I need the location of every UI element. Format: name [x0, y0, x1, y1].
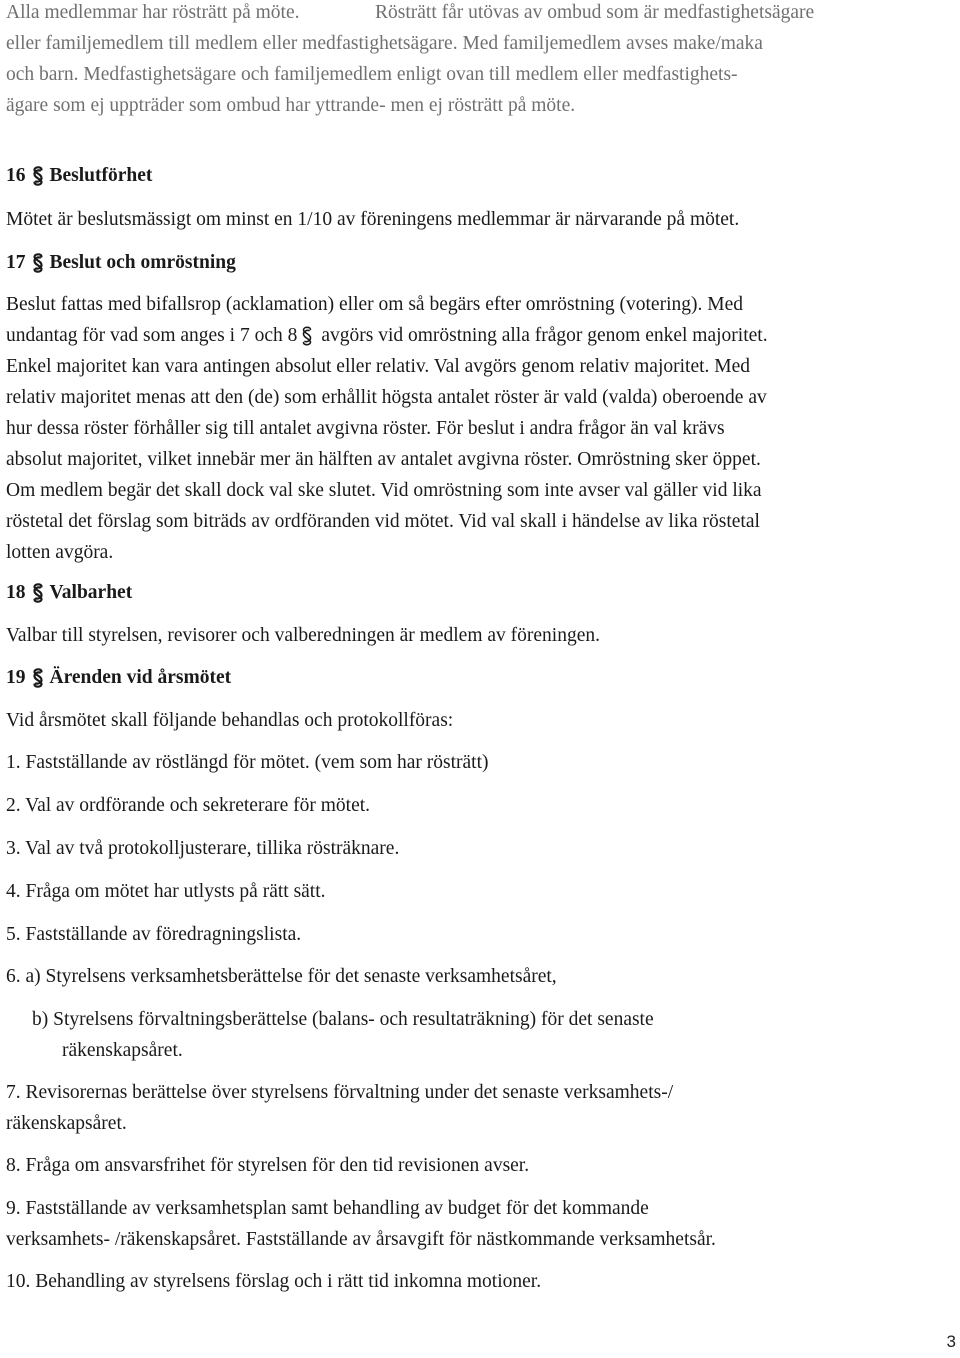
agenda-item-7: 7. Revisorernas berättelse över styrelsens förvaltning under det senaste verksamhets-/ — [6, 1082, 674, 1103]
section-16-heading — [6, 163, 152, 189]
section-number: 19 — [6, 667, 26, 688]
section-number: 18 — [6, 582, 26, 603]
section-17-body-line: absolut majoritet, vilket innebär mer än hälften av antalet avgivna röster. Omröstning sker öppet. — [6, 449, 761, 470]
agenda-item-6b-cont: räkenskapsåret. — [62, 1040, 183, 1061]
section-19-body: Vid årsmötet skall följande behandlas och protokollföras: — [6, 710, 454, 731]
agenda-item-5: 5. Fastställande av föredragningslista. — [6, 924, 302, 945]
agenda-item-4: 4. Fråga om mötet har utlysts på rätt sätt. — [6, 881, 326, 902]
agenda-item-1: 1. Fastställande av röstlängd för mötet. (vem som har rösträtt) — [6, 752, 489, 773]
section-sign-icon — [30, 580, 46, 606]
section-title: Beslut och omröstning — [49, 252, 236, 273]
agenda-item-3: 3. Val av två protokolljusterare, tillika rösträknare. — [6, 838, 400, 859]
section-title: Valbarhet — [49, 582, 133, 603]
agenda-item-8: 8. Fråga om ansvarsfrihet för styrelsen för den tid revisionen avser. — [6, 1155, 530, 1176]
intro-line: och barn. Medfastighetsägare och familjemedlem enligt ovan till medlem eller medfastighets- — [6, 64, 738, 85]
intro-line: Alla medlemmar har rösträtt på möte. — [6, 2, 300, 23]
agenda-item-6a: 6. a) Styrelsens verksamhetsberättelse för det senaste verksamhetsåret, — [6, 966, 557, 987]
agenda-item-9-cont: verksamhets- /räkenskapsåret. Fastställande av årsavgift för nästkommande verksamhetsår. — [6, 1229, 716, 1250]
section-17-body-line: undantag för vad som anges i 7 och 8 avgörs vid omröstning alla frågor genom enkel majoritet. — [6, 323, 768, 349]
section-17-body-line: relativ majoritet menas att den (de) som erhållit högsta antalet röster är vald (valda) oberoende av — [6, 387, 767, 408]
section-16-body: Mötet är beslutsmässigt om minst en 1/10 av föreningens medlemmar är närvarande på mötet. — [6, 209, 740, 230]
agenda-item-10: 10. Behandling av styrelsens förslag och i rätt tid inkomna motioner. — [6, 1271, 542, 1292]
section-number: 16 — [6, 165, 26, 186]
intro-line: ägare som ej uppträder som ombud har yttrande- men ej rösträtt på möte. — [6, 95, 576, 116]
section-sign-icon — [30, 163, 46, 189]
section-19-heading — [6, 665, 231, 691]
section-sign-icon — [299, 323, 315, 349]
agenda-item-9: 9. Fastställande av verksamhetsplan samt behandling av budget för det kommande — [6, 1198, 649, 1219]
section-18-heading — [6, 580, 132, 606]
section-17-body-line: lotten avgöra. — [6, 542, 114, 563]
section-17-body-line: Om medlem begär det skall dock val ske slutet. Vid omröstning som inte avser val gäller vid lika — [6, 480, 762, 501]
section-title: Ärenden vid årsmötet — [49, 667, 232, 688]
section-18-body: Valbar till styrelsen, revisorer och valberedningen är medlem av föreningen. — [6, 625, 600, 646]
section-17-body-line: röstetal det förslag som biträds av ordföranden vid mötet. Vid val skall i händelse av lika röstetal — [6, 511, 760, 532]
agenda-item-7-cont: räkenskapsåret. — [6, 1113, 127, 1134]
agenda-item-6b: b) Styrelsens förvaltningsberättelse (balans- och resultaträkning) för det senaste — [32, 1009, 654, 1030]
section-17-heading — [6, 250, 236, 276]
section-17-body-line: Beslut fattas med bifallsrop (acklamation) eller om så begärs efter omröstning (votering). Med — [6, 294, 743, 315]
section-17-body-line: hur dessa röster förhåller sig till antalet avgivna röster. För beslut i andra frågor än val krävs — [6, 418, 725, 439]
section-sign-icon — [30, 250, 46, 276]
page-number: 3 — [946, 1332, 956, 1351]
intro-line: Rösträtt får utövas av ombud som är medfastighetsägare — [375, 2, 815, 23]
section-sign-icon — [30, 665, 46, 691]
agenda-item-2: 2. Val av ordförande och sekreterare för mötet. — [6, 795, 371, 816]
section-number: 17 — [6, 252, 26, 273]
intro-line: eller familjemedlem till medlem eller medfastighetsägare. Med familjemedlem avses make/maka — [6, 33, 763, 54]
section-17-body-line: Enkel majoritet kan vara antingen absolut eller relativ. Val avgörs genom relativ majoritet. Med — [6, 356, 751, 377]
section-title: Beslutförhet — [49, 165, 153, 186]
